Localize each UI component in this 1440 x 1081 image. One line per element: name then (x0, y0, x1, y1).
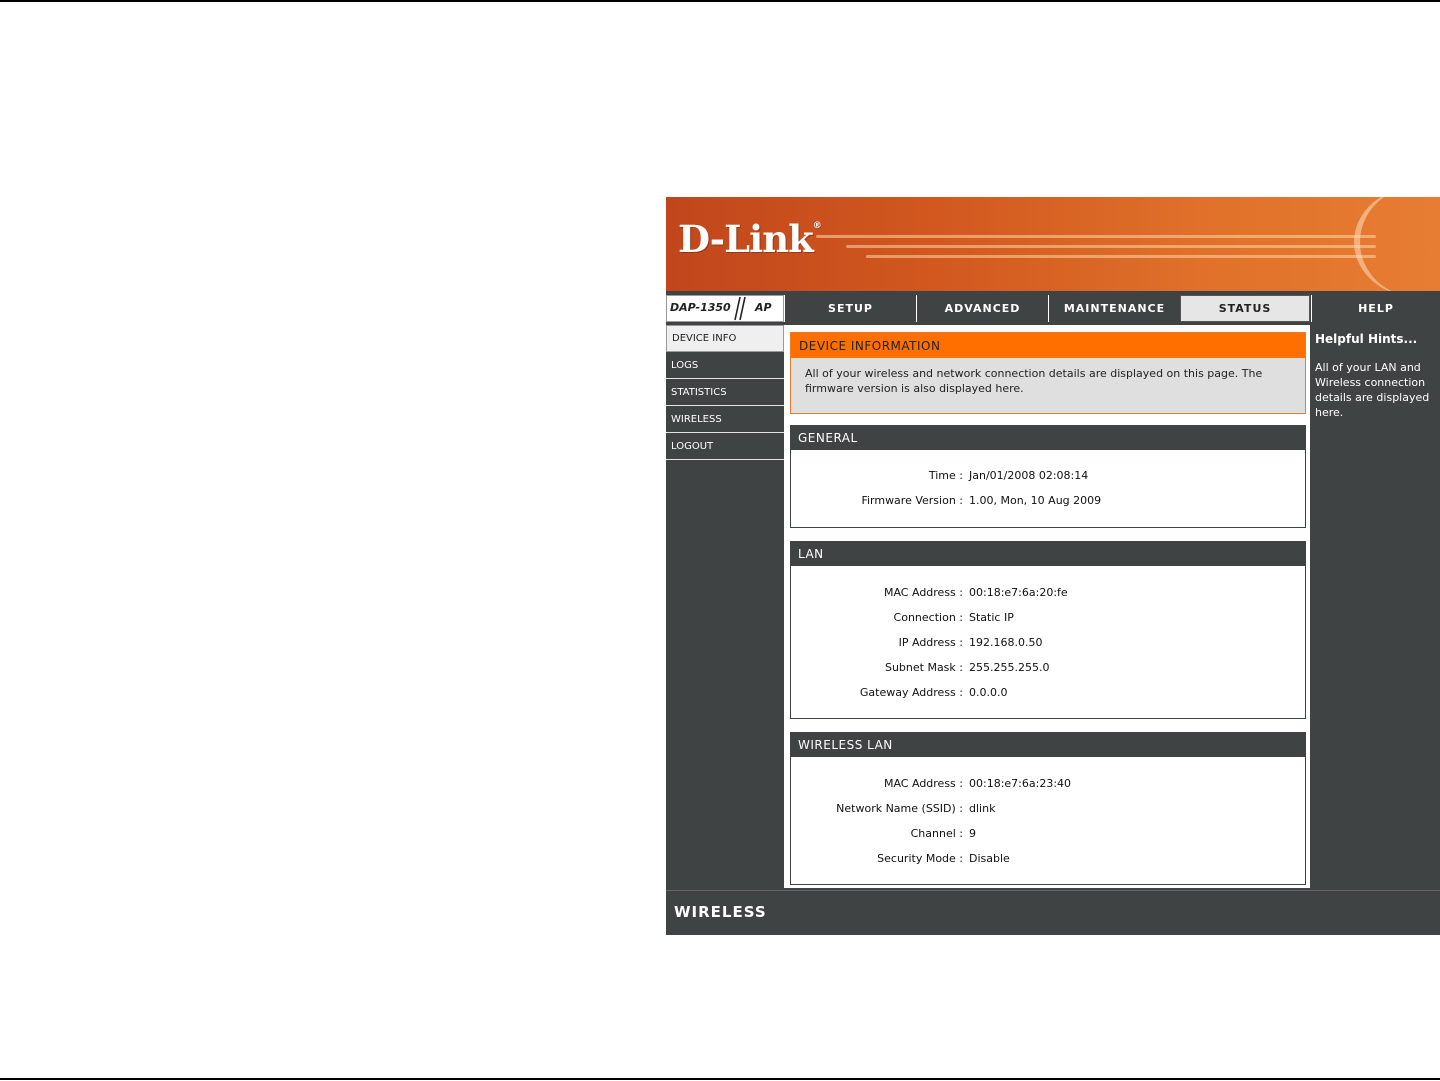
field-label: Network Name (SSID) : (836, 802, 963, 815)
device-information-text: All of your wireless and network connection details are displayed on this page. The firmware version is also displayed here. (805, 367, 1263, 395)
tab-help[interactable] (1311, 295, 1440, 322)
wlan-row-security (791, 846, 1305, 871)
field-value: 255.255.255.0 (969, 661, 1050, 674)
field-value: Disable (969, 852, 1010, 865)
wireless-brand-logo: WIRELESS (674, 903, 767, 921)
general-body (790, 450, 1306, 528)
top-nav (666, 295, 1440, 322)
field-value: 00:18:e7:6a:20:fe (969, 586, 1068, 599)
lan-row-connection (791, 605, 1305, 630)
field-value: 0.0.0.0 (969, 686, 1008, 699)
menu-item-wireless[interactable] (666, 406, 784, 433)
field-label: Connection : (893, 611, 963, 624)
field-label: MAC Address : (883, 586, 963, 599)
field-value: 9 (969, 827, 976, 840)
general-row-firmware (791, 488, 1305, 513)
field-label: IP Address : (898, 636, 963, 649)
dlink-banner (666, 197, 1440, 291)
menu-item-statistics[interactable] (666, 379, 784, 406)
model-mode: AP (755, 301, 772, 314)
router-web-ui (666, 197, 1440, 935)
helpful-hints-text: All of your LAN and Wireless connection details are displayed here. (1315, 361, 1430, 419)
banner-streak (846, 245, 1376, 248)
general-row-time (791, 463, 1305, 488)
field-label: MAC Address : (883, 777, 963, 790)
wireless-lan-body (790, 757, 1306, 885)
menu-item-device-info[interactable] (666, 325, 784, 352)
menu-item-logout[interactable] (666, 433, 784, 460)
device-information-box (790, 332, 1306, 414)
lan-row-ip (791, 630, 1305, 655)
menu-item-logs[interactable] (666, 352, 784, 379)
menu-item-label: STATISTICS (671, 386, 727, 398)
lan-row-mac (791, 580, 1305, 605)
menu-item-label: WIRELESS (671, 413, 722, 425)
lan-row-gateway (791, 680, 1305, 705)
field-label: Gateway Address : (859, 686, 963, 699)
field-label: Security Mode : (877, 852, 963, 865)
wlan-row-mac (791, 771, 1305, 796)
left-menu (666, 325, 784, 460)
lan-row-subnet (791, 655, 1305, 680)
slashes-icon (727, 296, 747, 321)
model-name: DAP-1350 (670, 301, 731, 314)
field-value: 1.00, Mon, 10 Aug 2009 (969, 494, 1102, 507)
general-section (790, 425, 1306, 528)
lan-body (790, 566, 1306, 719)
banner-curve (1354, 197, 1440, 291)
logo-text: D-Link (678, 217, 813, 261)
model-badge (666, 295, 784, 322)
field-value: Static IP (969, 611, 1014, 624)
tab-label: SETUP (828, 302, 873, 315)
tab-label: MAINTENANCE (1063, 302, 1166, 315)
wlan-row-channel (791, 821, 1305, 846)
lan-section (790, 541, 1306, 719)
field-label: Channel : (910, 827, 963, 840)
dlink-logo (678, 217, 821, 261)
wireless-lan-title: WIRELESS LAN (790, 732, 1306, 757)
banner-streak (816, 235, 1376, 238)
field-value: 00:18:e7:6a:23:40 (969, 777, 1072, 790)
page-top-rule (0, 0, 1440, 2)
wireless-lan-section (790, 732, 1306, 885)
device-information-title: DEVICE INFORMATION (791, 333, 1305, 358)
field-value: dlink (969, 802, 996, 815)
tab-label: ADVANCED (944, 302, 1021, 315)
field-label: Firmware Version : (861, 494, 963, 507)
tab-setup[interactable] (784, 295, 916, 322)
field-value: Jan/01/2008 02:08:14 (969, 469, 1089, 482)
general-title: GENERAL (790, 425, 1306, 450)
banner-streak (866, 255, 1376, 258)
tab-advanced[interactable] (916, 295, 1048, 322)
menu-item-label: DEVICE INFO (672, 333, 737, 344)
field-value: 192.168.0.50 (969, 636, 1043, 649)
page-bottom-rule (0, 1078, 1440, 1080)
wlan-row-ssid (791, 796, 1305, 821)
tab-status[interactable] (1180, 295, 1310, 322)
tab-label: HELP (1358, 302, 1394, 315)
helpful-hints-title: Helpful Hints... (1315, 332, 1418, 346)
main-content (784, 325, 1310, 888)
tab-maintenance[interactable] (1048, 295, 1180, 322)
lan-title: LAN (790, 541, 1306, 566)
footer-bar (666, 890, 1440, 935)
logo-registered-mark: ® (812, 221, 821, 231)
field-label: Time : (928, 469, 963, 482)
help-column (1310, 325, 1440, 888)
tab-label: STATUS (1218, 302, 1272, 315)
menu-item-label: LOGOUT (671, 440, 714, 452)
field-label: Subnet Mask : (884, 661, 963, 674)
menu-item-label: LOGS (671, 359, 699, 371)
